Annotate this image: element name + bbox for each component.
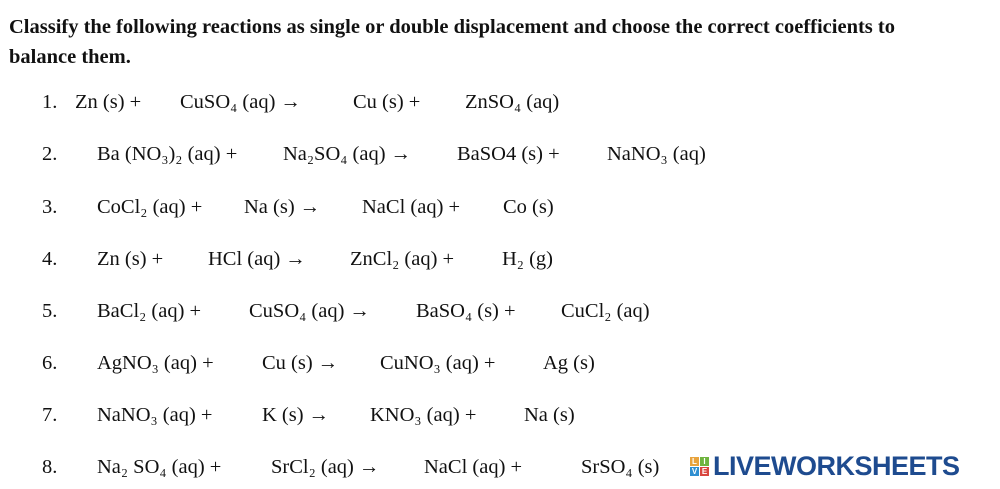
reaction-number: 3. [42,196,58,218]
reaction-number: 2. [42,143,58,165]
logo-text: LIVEWORKSHEETS [713,450,960,481]
reaction-number: 6. [42,352,58,374]
reaction-row [0,296,1000,326]
reaction-row [0,139,1000,169]
reactant-2: Na (s) → [244,196,321,218]
reactant-2: HCl (aq) → [208,248,306,270]
reaction-number: 5. [42,300,58,322]
product-2: SrSO₄ (s) [581,456,660,478]
instructions-heading: Classify the following reactions as single or double displacement and choose the correct coefficients to balance them. [9,16,895,68]
reaction-row [0,348,1000,378]
product-2: CuCl₂ (aq) [561,300,650,322]
reactant-2: CuSO₄ (aq) → [249,300,371,322]
reactant-1: CoCl₂ (aq) + [97,196,203,218]
product-2: NaNO₃ (aq) [607,143,706,165]
reactant-2: Na₂SO₄ (aq) → [283,143,412,165]
reactant-1: NaNO₃ (aq) + [97,404,213,426]
product-1: NaCl (aq) + [362,196,461,218]
reactant-1: Na₂ SO₄ (aq) + [97,456,222,478]
reaction-row [0,192,1000,222]
product-1: NaCl (aq) + [424,456,523,478]
product-1: Cu (s) + [353,91,421,113]
logo-mark-letter: L [690,457,699,466]
logo-mark-letter: V [691,466,698,476]
logo-mark-letter: E [701,466,708,476]
reactant-1: Ba (NO₃)₂ (aq) + [97,143,238,165]
reaction-row [0,87,1000,117]
product-1: ZnCl₂ (aq) + [350,248,455,270]
product-2: ZnSO₄ (aq) [465,91,560,113]
reactant-1: Zn (s) + [97,248,164,270]
product-2: Ag (s) [543,352,595,374]
reactant-1: AgNO₃ (aq) + [97,352,214,374]
reaction-row [0,400,1000,430]
reactant-1: BaCl₂ (aq) + [97,300,202,322]
reactant-2: SrCl₂ (aq) → [271,456,380,478]
logo-mark-icon [690,457,709,476]
reactant-2: K (s) → [262,404,330,426]
reaction-number: 4. [42,248,58,270]
liveworksheets-logo [690,451,960,481]
product-2: Co (s) [503,196,554,218]
reactant-1: Zn (s) + [75,91,142,113]
product-2: Na (s) [524,404,575,426]
reaction-number: 1. [42,91,58,113]
logo-mark-letter: I [700,457,709,466]
reaction-row [0,244,1000,274]
reaction-number: 7. [42,404,58,426]
reactant-2: CuSO₄ (aq) → [180,91,302,113]
product-1: BaSO4 (s) + [457,143,560,165]
product-1: BaSO₄ (s) + [416,300,516,322]
reactant-2: Cu (s) → [262,352,339,374]
product-1: KNO₃ (aq) + [370,404,477,426]
product-2: H₂ (g) [502,248,553,270]
product-1: CuNO₃ (aq) + [380,352,496,374]
reaction-number: 8. [42,456,58,478]
